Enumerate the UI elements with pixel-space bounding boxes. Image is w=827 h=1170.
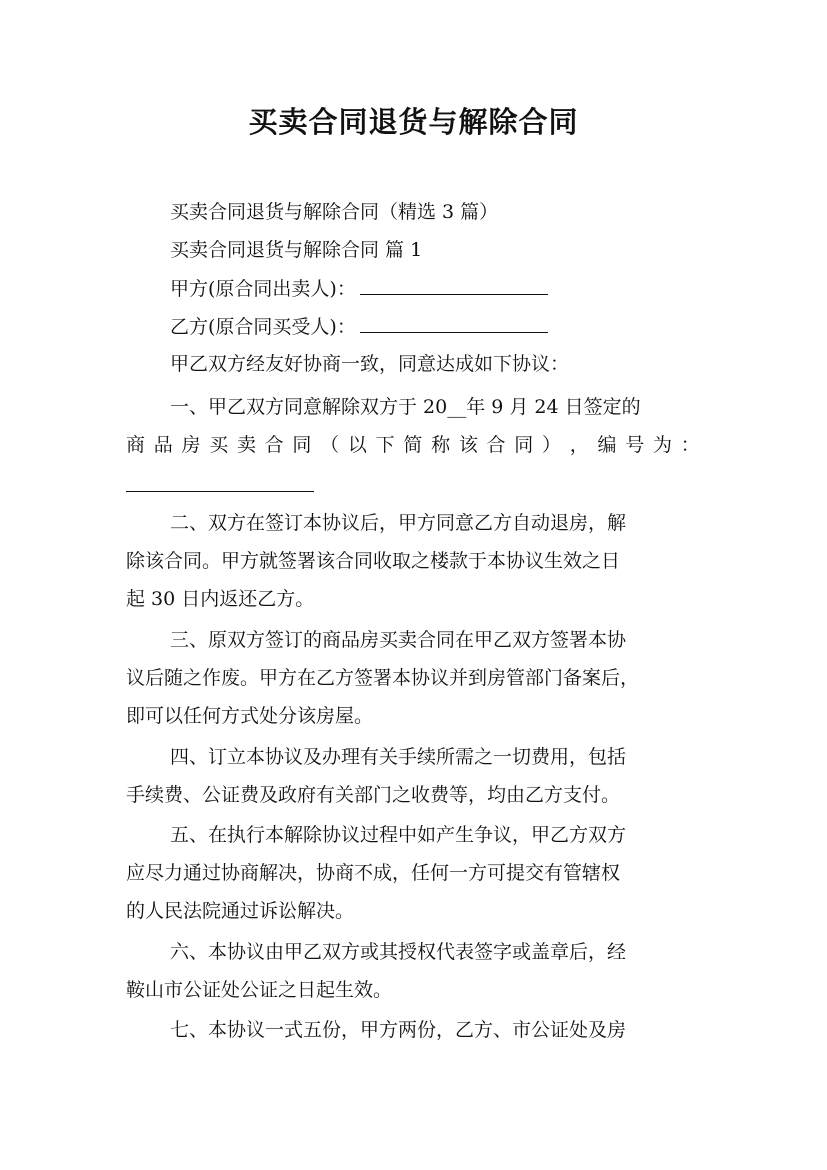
party-b-blank bbox=[360, 314, 548, 333]
paragraph-line: 即可以任何方式处分该房屋。 bbox=[126, 705, 374, 727]
paragraph-line: 二、双方在签订本协议后，甲方同意乙方自动退房，解 bbox=[170, 512, 627, 534]
subtitle-line: 买卖合同退货与解除合同（精选 3 篇） bbox=[170, 201, 499, 223]
party-b-label: 乙方(原合同买受人)： bbox=[170, 316, 356, 338]
paragraph-line: 除该合同。甲方就签署该合同收取之楼款于本协议生效之日 bbox=[126, 550, 621, 572]
paragraph-line: 五、在执行本解除协议过程中如产生争议，甲乙方双方 bbox=[170, 824, 627, 846]
paragraph-line: 应尽力通过协商解决，协商不成，任何一方可提交有管辖权 bbox=[126, 862, 621, 884]
party-a-label: 甲方(原合同出卖人)： bbox=[170, 278, 356, 300]
paragraph-line: 七、本协议一式五份，甲方两份，乙方、市公证处及房 bbox=[170, 1019, 627, 1041]
paragraph-line: 六、本协议由甲乙双方或其授权代表签字或盖章后，经 bbox=[170, 941, 627, 963]
paragraph-line: 起 30 日内返还乙方。 bbox=[126, 588, 315, 610]
document-title: 买卖合同退货与解除合同 bbox=[248, 105, 579, 139]
paragraph-line: 鞍山市公证处公证之日起生效。 bbox=[126, 979, 393, 1001]
section-heading: 买卖合同退货与解除合同 篇 1 bbox=[170, 239, 423, 261]
paragraph-line: 手续费、公证费及政府有关部门之收费等，均由乙方支付。 bbox=[126, 784, 621, 806]
party-a-blank bbox=[360, 276, 548, 295]
paragraph-line: 四、订立本协议及办理有关手续所需之一切费用，包括 bbox=[170, 746, 627, 768]
paragraph-line: 的人民法院通过诉讼解决。 bbox=[126, 900, 355, 922]
party-b-line bbox=[170, 314, 548, 339]
paragraph-line: 三、原双方签订的商品房买卖合同在甲乙双方签署本协 bbox=[170, 629, 627, 651]
party-a-line bbox=[170, 276, 548, 301]
paragraph-line: 甲乙双方经友好协商一致，同意达成如下协议： bbox=[170, 353, 570, 375]
paragraph-line: 商 品 房 买 卖 合 同 （ 以 下 简 称 该 合 同 ） ， 编 号 为 ： bbox=[126, 434, 700, 456]
contract-number-blank bbox=[126, 491, 314, 492]
paragraph-line: 议后随之作废。甲方在乙方签署本协议并到房管部门备案后， bbox=[126, 667, 640, 689]
paragraph-line: 一、甲乙双方同意解除双方于 20__年 9 月 24 日签定的 bbox=[170, 396, 641, 418]
